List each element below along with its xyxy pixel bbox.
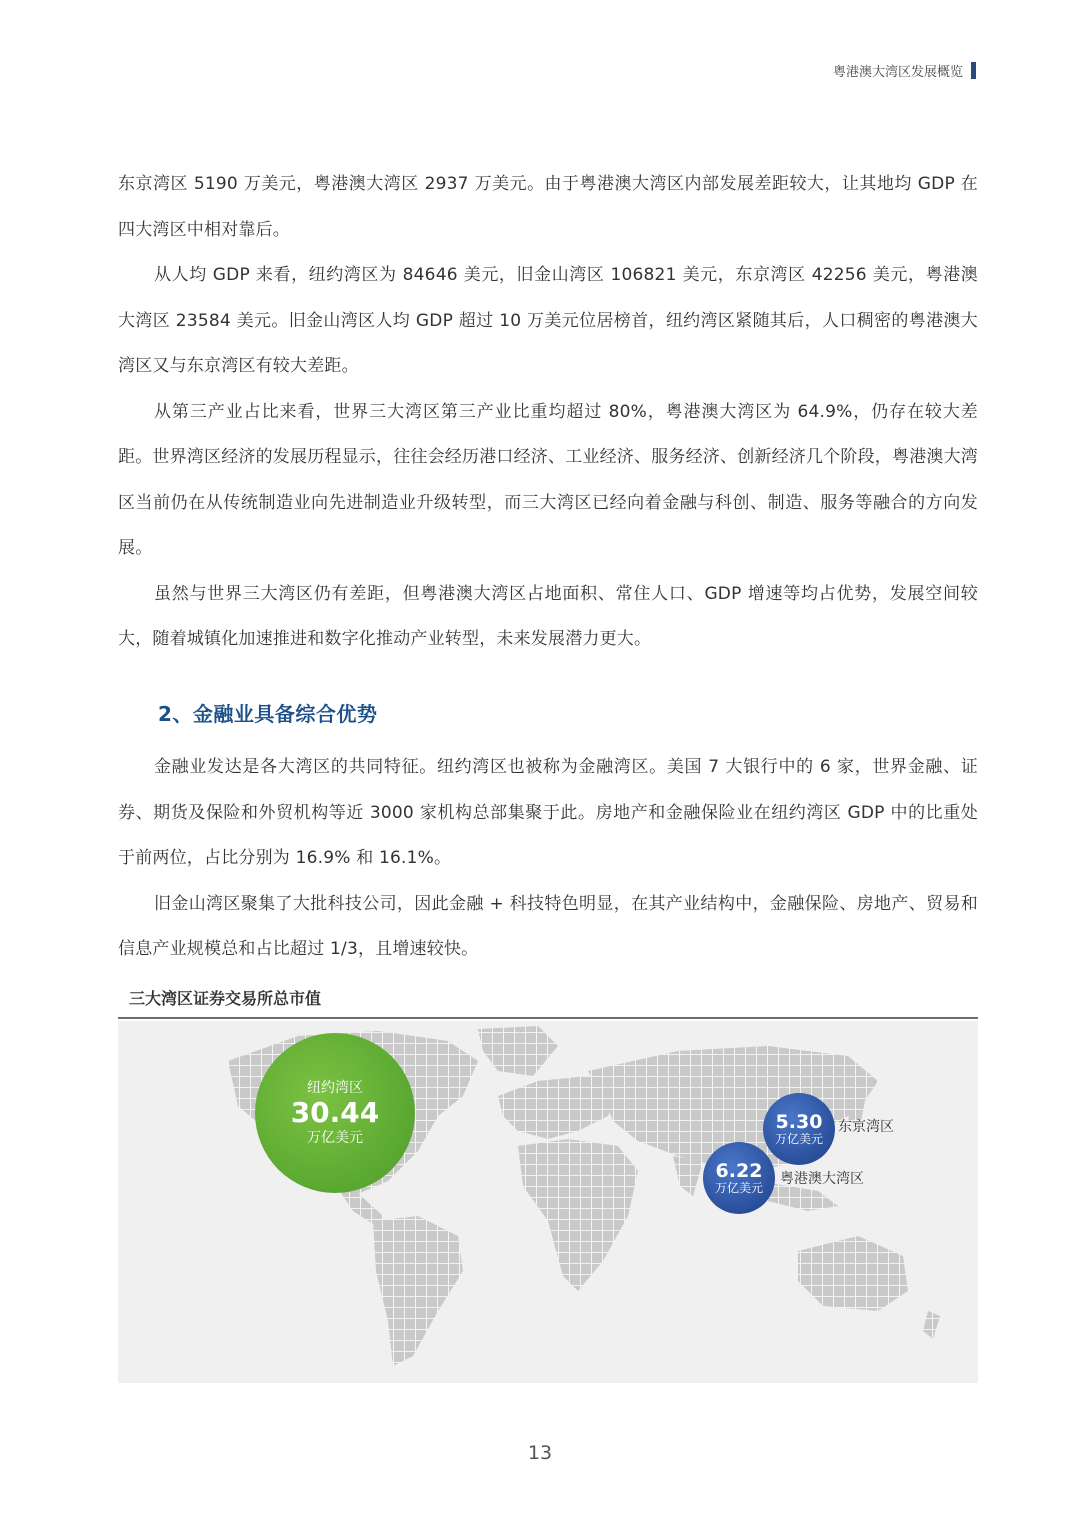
newyork-bay-label: 纽约湾区: [307, 1080, 363, 1096]
paragraph: 从人均 GDP 来看，纽约湾区为 84646 美元，旧金山湾区 106821 美元，东京湾区 42256 美元，粤港澳大湾区 23584 美元。旧金山湾区人均 GDP 超过 10 万美元位居榜首，纽约湾区紧随其后，人口稠密的粤港澳大湾区又与东京湾区有较大差距。: [118, 265, 978, 376]
running-header-title: 粤港澳大湾区发展概览: [832, 65, 963, 80]
paragraph: 东京湾区 5190 万美元，粤港澳大湾区 2937 万美元。由于粤港澳大湾区内部发展差距较大，让其地均 GDP 在四大湾区中相对靠后。: [118, 174, 978, 240]
section-heading: 2、金融业具备综合优势: [158, 702, 378, 726]
paragraph: 从第三产业占比来看，世界三大湾区第三产业比重均超过 80%，粤港澳大湾区为 64.9%，仍存在较大差距。世界湾区经济的发展历程显示，往往会经历港口经济、工业经济、服务经济、创新经济几个阶段，粤港澳大湾区当前仍在从传统制造业向先进制造业升级转型，而三大湾区已经向着金融与科创、制造、服务等融合的方向发展。: [118, 401, 978, 558]
newyork-bay-unit: 万亿美元: [307, 1130, 363, 1146]
header-accent-bar: [971, 62, 976, 79]
figure-title: 三大湾区证券交易所总市值: [129, 989, 322, 1008]
paragraph: 金融业发达是各大湾区的共同特征。纽约湾区也被称为金融湾区。美国 7 大银行中的 6 家，世界金融、证券、期货及保险和外贸机构等近 3000 家机构总部集聚于此。房地产和金融保险业在纽约湾区 GDP 中的比重处于前两位，占比分别为 16.9% 和 16.1%。: [118, 757, 978, 868]
paragraph: 虽然与世界三大湾区仍有差距，但粤港澳大湾区占地面积、常住人口、GDP 增速等均占优势，发展空间较大，随着城镇化加速推进和数字化推动产业转型，未来发展潜力更大。: [118, 583, 978, 649]
tokyo-bay-unit: 万亿美元: [774, 1131, 823, 1146]
gba-bubble: [703, 1142, 775, 1214]
world-map-graphic: [118, 1021, 978, 1383]
running-header: [833, 61, 976, 80]
figure-title-rule: [118, 1017, 978, 1019]
tokyo-bay-bubble: [763, 1093, 835, 1165]
gba-unit: 万亿美元: [714, 1180, 763, 1195]
body-text: [118, 162, 978, 663]
page-number: 13: [527, 1442, 553, 1464]
world-map-figure: [118, 1021, 978, 1383]
newyork-bay-bubble: [255, 1033, 415, 1193]
tokyo-bay-value: 5.30: [775, 1110, 823, 1133]
newyork-bay-value: 30.44: [290, 1096, 380, 1129]
gba-label: 粤港澳大湾区: [780, 1171, 864, 1187]
gba-value: 6.22: [715, 1159, 763, 1182]
tokyo-bay-label: 东京湾区: [838, 1119, 894, 1135]
section-body-text: [118, 745, 978, 973]
paragraph: 旧金山湾区聚集了大批科技公司，因此金融 + 科技特色明显，在其产业结构中，金融保险、房地产、贸易和信息产业规模总和占比超过 1/3，且增速较快。: [118, 893, 978, 959]
